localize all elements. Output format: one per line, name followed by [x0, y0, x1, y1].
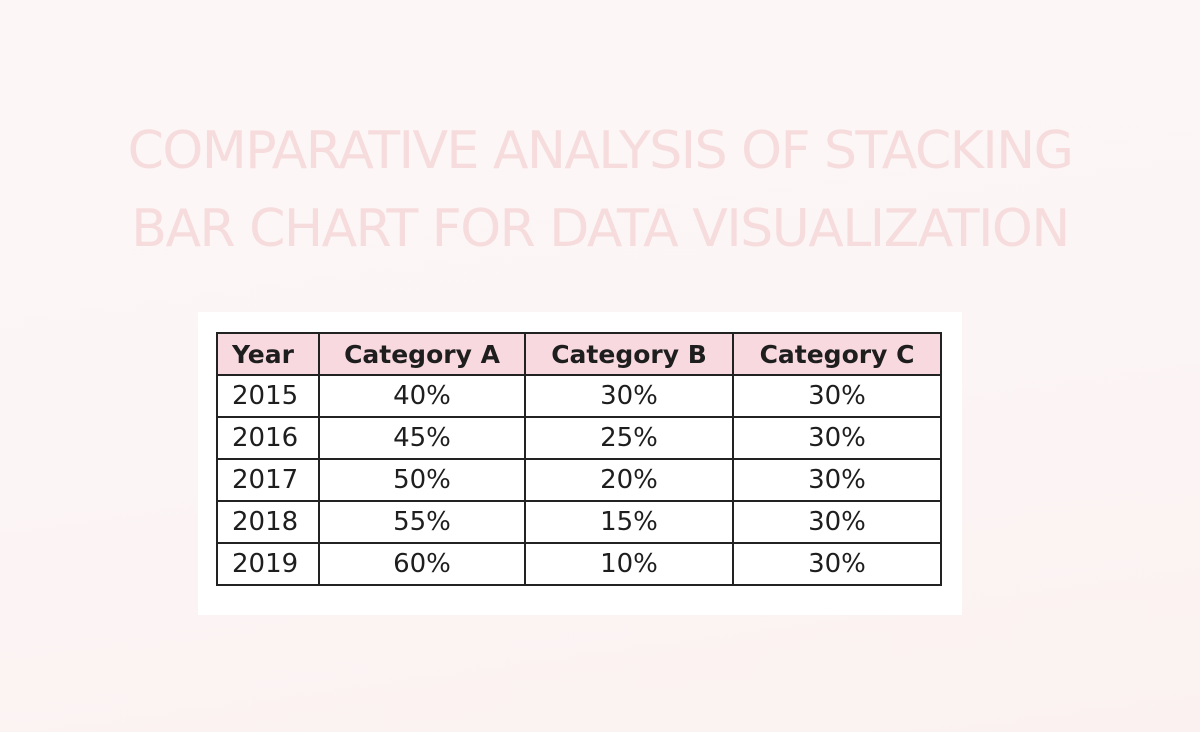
category-c-cell: 30%: [733, 375, 941, 417]
category-c-cell: 30%: [733, 501, 941, 543]
category-a-cell: 55%: [319, 501, 525, 543]
category-c-cell: 30%: [733, 543, 941, 585]
header-category-c: Category C: [733, 333, 941, 375]
header-year: Year: [217, 333, 319, 375]
table-row: [217, 417, 941, 459]
year-cell: 2016: [217, 417, 319, 459]
year-cell: 2018: [217, 501, 319, 543]
table-row: [217, 501, 941, 543]
table-row: [217, 459, 941, 501]
page-title: [0, 112, 1200, 268]
table-row: [217, 375, 941, 417]
category-b-cell: 10%: [525, 543, 733, 585]
title-line-2: BAR CHART FOR DATA VISUALIZATION: [131, 199, 1069, 259]
data-table: [216, 332, 942, 586]
category-a-cell: 60%: [319, 543, 525, 585]
header-category-b: Category B: [525, 333, 733, 375]
table-header-row: [217, 333, 941, 375]
category-c-cell: 30%: [733, 417, 941, 459]
category-b-cell: 30%: [525, 375, 733, 417]
title-line-1: COMPARATIVE ANALYSIS OF STACKING: [127, 121, 1073, 181]
category-c-cell: 30%: [733, 459, 941, 501]
category-a-cell: 45%: [319, 417, 525, 459]
year-cell: 2019: [217, 543, 319, 585]
category-b-cell: 20%: [525, 459, 733, 501]
category-a-cell: 50%: [319, 459, 525, 501]
year-cell: 2015: [217, 375, 319, 417]
table-card: [198, 312, 962, 615]
category-b-cell: 15%: [525, 501, 733, 543]
category-b-cell: 25%: [525, 417, 733, 459]
year-cell: 2017: [217, 459, 319, 501]
table-row: [217, 543, 941, 585]
category-a-cell: 40%: [319, 375, 525, 417]
header-category-a: Category A: [319, 333, 525, 375]
